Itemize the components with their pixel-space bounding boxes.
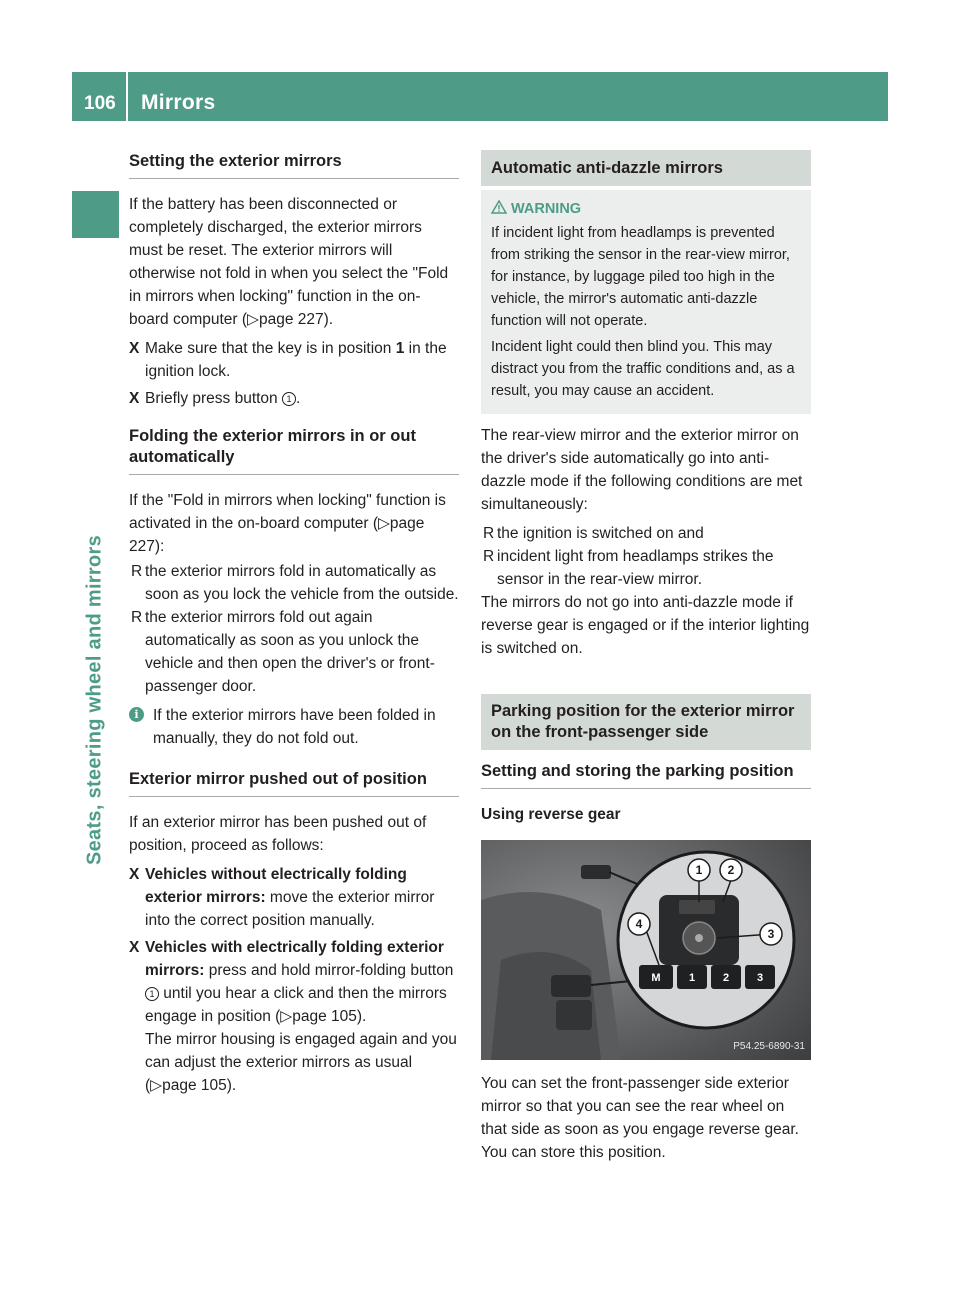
left-column: [129, 150, 459, 1101]
paragraph: The mirrors do not go into anti-dazzle mode if reverse gear is engaged or if the interior lighting is switched on.: [481, 594, 810, 657]
memory-button-3: 3: [756, 972, 764, 984]
paragraph: You can set the front-passenger side exterior mirror so that you can see the rear wheel on that side as soon as you engage reverse gear. You can store this position.: [481, 1075, 799, 1161]
subheading-setting-storing: Setting and storing the parking position: [481, 760, 811, 789]
memory-button-2: 2: [722, 972, 730, 984]
arrow-icon: ▷: [378, 515, 390, 532]
info-note: i If the exterior mirrors have been folded in manually, they do not fold out.: [129, 704, 459, 750]
arrow-icon: ▷: [247, 311, 259, 328]
door-controls-illustration: [481, 840, 811, 1060]
callout-2: 2: [727, 863, 735, 877]
bullet-item: R the exterior mirrors fold in automatically as soon as you lock the vehicle from the outside.: [129, 560, 459, 606]
step-arrow-icon: X: [129, 939, 140, 956]
callout-4: 4: [635, 917, 643, 931]
instruction-step: X Make sure that the key is in position 1 in the ignition lock.: [129, 337, 459, 383]
instruction-step: X Briefly press button 1 .: [129, 387, 459, 410]
bullet-item: R incident light from headlamps strikes the sensor in the rear-view mirror.: [481, 545, 811, 591]
callout-1-icon: 1: [145, 987, 159, 1001]
arrow-icon: ▷: [280, 1008, 293, 1025]
figure-reference-code: P54.25-6890-31: [733, 1041, 805, 1052]
header-divider: [126, 72, 128, 121]
section-heading-anti-dazzle: Automatic anti-dazzle mirrors: [481, 150, 811, 186]
info-icon: i: [129, 707, 144, 722]
arrow-icon: ▷: [150, 1077, 163, 1094]
callout-3: 3: [767, 927, 775, 941]
bullet-icon: R: [131, 609, 143, 626]
bullet-item: R the ignition is switched on and: [481, 522, 811, 545]
memory-button-1: 1: [688, 972, 696, 984]
side-tab-marker: [72, 191, 119, 238]
paragraph: If an exterior mirror has been pushed out of position, proceed as follows:: [129, 814, 427, 854]
warning-text: If incident light from headlamps is prevented from striking the sensor in the rear-view mirror, for instance, by luggage piled too high in the vehicle, the mirror's automatic anti-dazzle function will not operate.: [491, 225, 790, 329]
right-column: [481, 150, 811, 1170]
memory-button-m: M: [651, 972, 661, 984]
section-heading-folding: Folding the exterior mirrors in or out automatically: [129, 426, 459, 475]
page-number: 106: [84, 93, 116, 114]
bullet-icon: R: [131, 563, 143, 580]
paragraph: The rear-view mirror and the exterior mirror on the driver's side automatically go into anti-dazzle mode if the following conditions are met simultaneously:: [481, 427, 803, 513]
section-heading-pushed-out: Exterior mirror pushed out of position: [129, 768, 459, 797]
side-chapter-label: Seats, steering wheel and mirrors: [83, 534, 106, 866]
bullet-item: R the exterior mirrors fold out again automatically as soon as you unlock the vehicle and then open the driver's or front-passenger door.: [129, 606, 459, 698]
callout-1: 1: [695, 863, 703, 877]
bullet-icon: R: [483, 548, 495, 565]
warning-heading: WARNING: [491, 198, 801, 220]
section-heading-parking-position: Parking position for the exterior mirror on the front-passenger side: [481, 694, 811, 750]
paragraph: If the "Fold in mirrors when locking" function is activated in the on-board computer (▷page 227):: [129, 492, 446, 555]
door-panel-figure: [481, 840, 811, 1060]
subheading-reverse-gear: Using reverse gear: [481, 806, 621, 823]
warning-triangle-icon: [491, 200, 507, 214]
section-heading-setting-mirrors: Setting the exterior mirrors: [129, 150, 459, 179]
callout-1-icon: 1: [282, 392, 296, 406]
page-title: Mirrors: [141, 91, 216, 114]
paragraph: If the battery has been disconnected or completely discharged, the exterior mirrors must be reset. The exterior mirrors will otherwise not fold in when you select the "Fold in mirrors when locking" function in the on-board computer (▷page 227).: [129, 196, 449, 328]
warning-box: [481, 190, 811, 414]
instruction-step: X Vehicles without electrically folding exterior mirrors: move the exterior mirror into the correct position manually.: [129, 863, 459, 932]
instruction-step: X Vehicles with electrically folding exterior mirrors: press and hold mirror-folding button 1 until you hear a click and then the mirrors engage in position (▷page 105). The mirror housing is engaged again and you can adjust the exterior mirrors as usual (▷page 105).: [129, 936, 459, 1097]
step-arrow-icon: X: [129, 866, 140, 883]
step-arrow-icon: X: [129, 390, 140, 407]
step-arrow-icon: X: [129, 340, 140, 357]
bullet-icon: R: [483, 525, 495, 542]
warning-text: Incident light could then blind you. This may distract you from the traffic conditions and, as a result, you may cause an accident.: [491, 339, 795, 399]
